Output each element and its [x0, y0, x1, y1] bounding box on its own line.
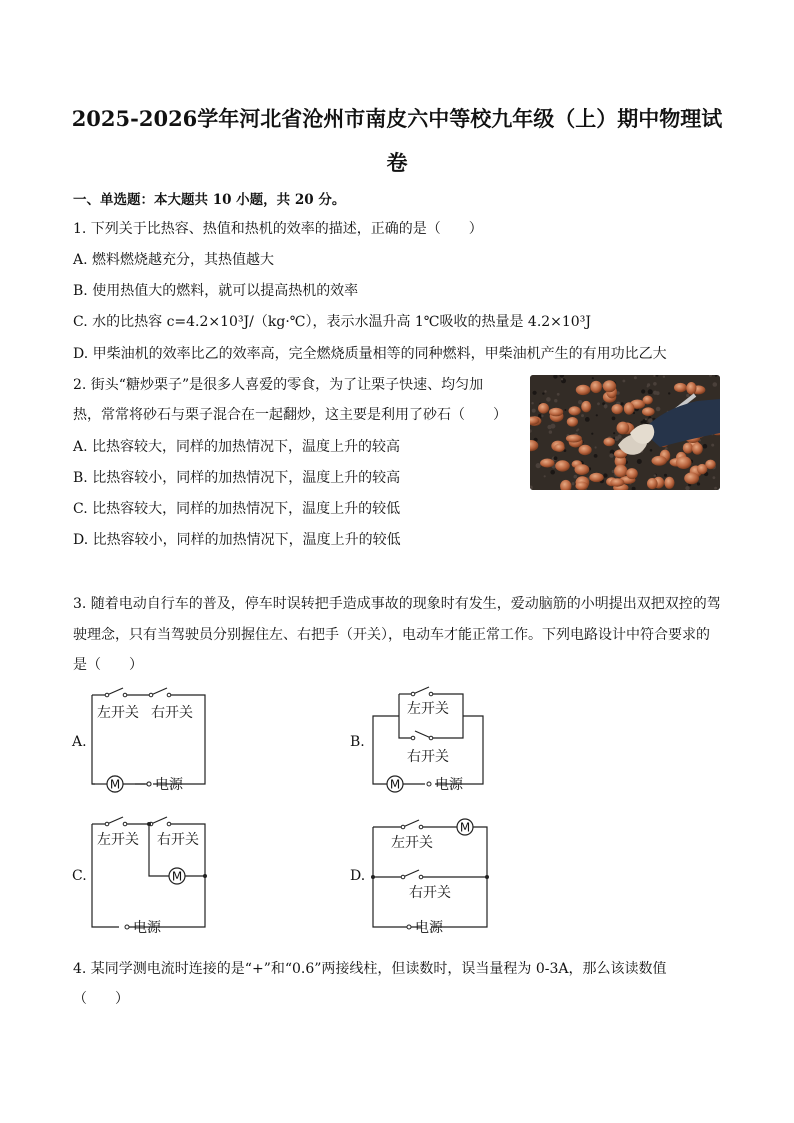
q3-option-b-label: B.: [350, 734, 365, 750]
q1-option-b: B. 使用热值大的燃料，就可以提高热机的效率: [73, 283, 359, 299]
circuit-a: [85, 680, 215, 795]
q4-stem-line2: （ ）: [73, 991, 129, 1007]
q2-option-c: C. 比热容较大，同样的加热情况下，温度上升的较低: [73, 501, 401, 517]
q1-stem: 1. 下列关于比热容、热值和热机的效率的描述，正确的是（ ）: [73, 221, 483, 237]
right-switch-label-d: 右开关: [409, 885, 451, 901]
q3-stem-line3: 是（ ）: [73, 657, 143, 673]
q2-option-a: A. 比热容较大，同样的加热情况下，温度上升的较高: [73, 439, 401, 455]
q1-option-c: C. 水的比热容 c=4.2×10³J/（kg·℃），表示水温升高 1℃吸收的热量是 4.2×10³J: [73, 314, 591, 330]
source-label-c: 电源: [133, 920, 161, 933]
right-switch-label-c: 右开关: [157, 832, 199, 848]
q2-stem-line1: 2. 街头“糖炒栗子”是很多人喜爱的零食，为了让栗子快速、均匀加: [73, 377, 484, 393]
q1-option-a: A. 燃料燃烧越充分，其热值越大: [73, 252, 275, 268]
right-switch-label-b: 右开关: [407, 749, 449, 765]
q2-option-b: B. 比热容较小，同样的加热情况下，温度上升的较高: [73, 470, 401, 486]
q3-option-d-label: D.: [350, 868, 366, 884]
source-label-a: 电源: [155, 777, 183, 793]
left-switch-label-b: 左开关: [407, 701, 449, 717]
motor-symbol-b: M: [389, 777, 401, 792]
section-heading: 一、单选题：本大题共 10 小题，共 20 分。: [73, 192, 346, 208]
exam-title-line1: 2025-2026学年河北省沧州市南皮六中等校九年级（上）期中物理试: [71, 106, 723, 131]
q1-option-d: D. 甲柴油机的效率比乙的效率高，完全燃烧质量相等的同种燃料，甲柴油机产生的有用功比乙大: [73, 346, 667, 362]
q2-option-d: D. 比热容较小，同样的加热情况下，温度上升的较低: [73, 532, 401, 548]
left-switch-label-d: 左开关: [391, 835, 433, 851]
exam-title-line2: 卷: [386, 150, 408, 175]
source-label-b: 电源: [435, 777, 463, 793]
motor-symbol-d: M: [459, 820, 471, 835]
circuit-b: [365, 680, 495, 795]
q3-option-c-label: C.: [72, 868, 87, 884]
q2-stem-line2: 热，常常将砂石与栗子混合在一起翻炒，这主要是利用了砂石（ ）: [73, 407, 507, 423]
motor-symbol-c: M: [171, 869, 183, 884]
motor-symbol-a: M: [109, 777, 121, 792]
left-switch-label-a: 左开关: [97, 705, 139, 721]
chestnut-photo: [530, 375, 720, 490]
circuit-c: [85, 813, 215, 933]
circuit-d: [365, 813, 495, 933]
q3-stem-line2: 驶理念，只有当驾驶员分别握住左、右把手（开关），电动车才能正常工作。下列电路设计中符合要求的: [73, 627, 710, 643]
left-switch-label-c: 左开关: [97, 832, 139, 848]
q4-stem-line1: 4. 某同学测电流时连接的是“+”和“0.6”两接线柱，但读数时，误当量程为 0-3A，那么该读数值: [73, 961, 667, 977]
right-switch-label-a: 右开关: [151, 705, 193, 721]
q3-stem-line1: 3. 随着电动自行车的普及，停车时误转把手造成事故的现象时有发生，爱动脑筋的小明提出双把双控的驾: [73, 596, 721, 612]
q3-option-a-label: A.: [72, 734, 87, 750]
source-label-d: 电源: [415, 920, 443, 933]
